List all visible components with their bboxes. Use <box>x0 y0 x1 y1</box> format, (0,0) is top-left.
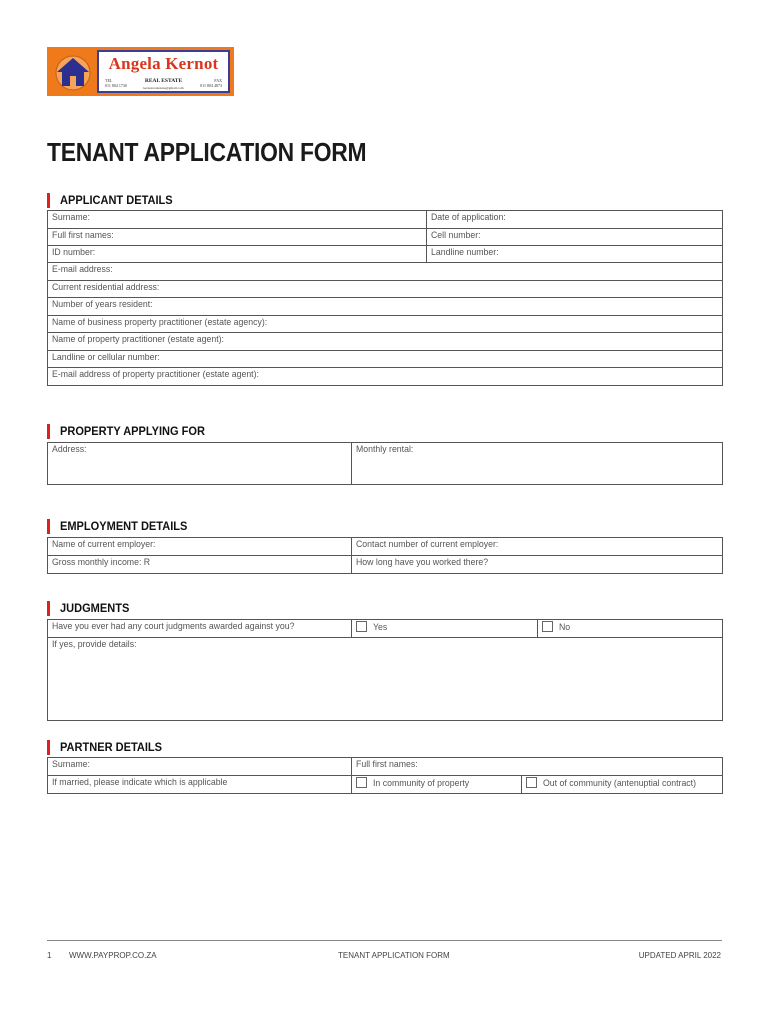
footer-url: WWW.PAYPROP.CO.ZA <box>69 951 157 960</box>
section-heading-employment: EMPLOYMENT DETAILS <box>47 519 198 534</box>
years-resident-field[interactable]: Number of years resident: <box>48 298 723 316</box>
email-address-field[interactable]: E-mail address: <box>48 263 723 281</box>
partner-first-names-field[interactable]: Full first names: <box>352 758 723 776</box>
partner-surname-field[interactable]: Surname: <box>48 758 352 776</box>
in-community-checkbox[interactable] <box>356 777 367 788</box>
no-checkbox[interactable] <box>542 621 553 632</box>
logo-frame <box>97 50 230 93</box>
logo-name: Angela Kernot <box>108 54 219 73</box>
agency-name-field[interactable]: Name of business property practitioner (estate agency): <box>48 316 723 333</box>
judgments-question: Have you ever had any court judgments awarded against you? <box>48 620 352 638</box>
logo-tel: TEL 011 804 1730 <box>105 78 127 88</box>
date-of-application-field[interactable]: Date of application: <box>427 211 723 229</box>
footer-updated: UPDATED APRIL 2022 <box>638 951 721 960</box>
employment-duration-field[interactable]: How long have you worked there? <box>352 556 723 574</box>
house-icon <box>53 53 93 91</box>
logo-tagline: REAL ESTATE <box>144 78 183 84</box>
section-heading-applicant: APPLICANT DETAILS <box>47 193 182 208</box>
in-community-option[interactable]: In community of property <box>352 776 522 794</box>
surname-field[interactable]: Surname: <box>48 211 427 229</box>
page-title: TENANT APPLICATION FORM <box>47 137 367 167</box>
section-heading-judgments: JUDGMENTS <box>47 601 135 616</box>
gross-income-field[interactable]: Gross monthly income: R <box>48 556 352 574</box>
yes-checkbox[interactable] <box>356 621 367 632</box>
agent-phone-field[interactable]: Landline or cellular number: <box>48 351 723 368</box>
property-address-field[interactable]: Address: <box>48 443 352 485</box>
out-community-checkbox[interactable] <box>526 777 537 788</box>
employment-table <box>47 537 723 574</box>
partner-table <box>47 757 723 794</box>
monthly-rental-field[interactable]: Monthly rental: <box>352 443 723 485</box>
logo-email: kernotrealestate@gmail.com <box>143 86 184 90</box>
current-address-field[interactable]: Current residential address: <box>48 281 723 298</box>
company-logo <box>47 47 234 96</box>
agent-email-field[interactable]: E-mail address of property practitioner (estate agent): <box>48 368 723 386</box>
judgments-yes-option[interactable]: Yes <box>352 620 538 638</box>
judgments-table <box>47 619 723 721</box>
logo-fax: FAX 011 804 4873 <box>200 78 222 88</box>
property-table <box>47 442 723 485</box>
section-heading-partner: PARTNER DETAILS <box>47 740 171 755</box>
employer-name-field[interactable]: Name of current employer: <box>48 538 352 556</box>
applicant-details-table <box>47 210 723 386</box>
page-number: 1 <box>47 951 52 960</box>
footer-divider <box>47 940 722 941</box>
section-heading-property: PROPERTY APPLYING FOR <box>47 424 218 439</box>
full-first-names-field[interactable]: Full first names: <box>48 229 427 246</box>
footer-form-name: TENANT APPLICATION FORM <box>338 951 450 960</box>
id-number-field[interactable]: ID number: <box>48 246 427 263</box>
judgment-details-field[interactable]: If yes, provide details: <box>48 638 723 721</box>
judgments-no-option[interactable]: No <box>538 620 723 638</box>
landline-number-field[interactable]: Landline number: <box>427 246 723 263</box>
agent-name-field[interactable]: Name of property practitioner (estate agent): <box>48 333 723 351</box>
marriage-question: If married, please indicate which is applicable <box>48 776 352 794</box>
out-community-option[interactable]: Out of community (antenuptial contract) <box>522 776 723 794</box>
cell-number-field[interactable]: Cell number: <box>427 229 723 246</box>
employer-contact-field[interactable]: Contact number of current employer: <box>352 538 723 556</box>
